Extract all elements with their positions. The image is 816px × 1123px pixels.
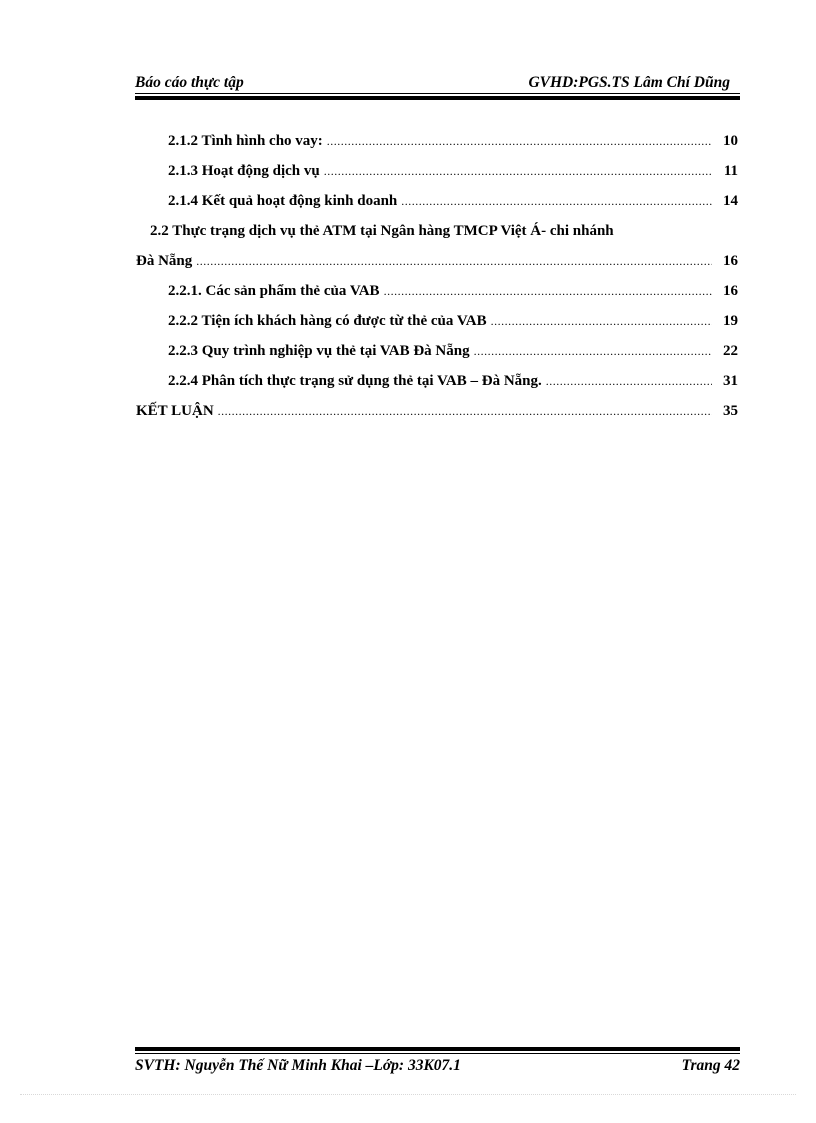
- page-header: [135, 70, 740, 92]
- toc-leader: [327, 134, 712, 149]
- page-footer: [135, 1055, 740, 1077]
- toc-entry[interactable]: [168, 283, 738, 300]
- header-advisor: GVHD:PGS.TS Lâm Chí Dũng: [528, 74, 730, 91]
- toc-entry-title: 2.2.2 Tiện ích khách hàng có được từ thẻ của VAB: [168, 313, 487, 329]
- toc-leader: [401, 194, 712, 209]
- toc-entry-title: 2.2.1. Các sản phẩm thẻ của VAB: [168, 283, 380, 299]
- toc-entry[interactable]: [168, 313, 738, 330]
- toc-entry-title: 2.1.3 Hoạt động dịch vụ: [168, 163, 320, 179]
- toc-entry-title: KẾT LUẬN: [136, 403, 214, 419]
- toc-entry[interactable]: [136, 253, 738, 270]
- footer-page-number: Trang 42: [681, 1057, 740, 1074]
- toc-entry-page: 11: [723, 163, 738, 179]
- toc-entry[interactable]: [168, 343, 738, 360]
- toc-entry-page: 31: [723, 373, 738, 389]
- toc-entry-page: 35: [723, 403, 738, 419]
- toc-entry[interactable]: [168, 193, 738, 210]
- toc-entry-page: 14: [723, 193, 738, 209]
- toc-leader: [196, 254, 712, 269]
- toc-entry-title: Đà Nẵng: [136, 253, 193, 269]
- toc-entry-title: 2.1.2 Tình hình cho vay:: [168, 133, 323, 149]
- toc-entry-title: 2.2.4 Phân tích thực trạng sử dụng thẻ tại VAB – Đà Nẵng.: [168, 373, 542, 389]
- toc-leader: [546, 374, 712, 389]
- footer-student-info: SVTH: Nguyễn Thế Nữ Minh Khai –Lớp: 33K07.1: [135, 1057, 461, 1074]
- toc-leader: [491, 314, 712, 329]
- bottom-dotted-border: [20, 1094, 796, 1096]
- header-rule-thick: [135, 96, 740, 100]
- toc-entry[interactable]: [168, 133, 738, 150]
- toc-leader: [474, 344, 712, 359]
- toc-entry[interactable]: [136, 403, 738, 420]
- footer-rule-thin: [135, 1053, 740, 1054]
- toc-entry[interactable]: [168, 163, 738, 180]
- header-report-title: Báo cáo thực tập: [135, 74, 244, 91]
- toc-entry-page: 16: [723, 283, 738, 299]
- toc-entry-title: 2.2.3 Quy trình nghiệp vụ thẻ tại VAB Đà Nẵng: [168, 343, 470, 359]
- toc-entry-page: 19: [723, 313, 738, 329]
- toc-entry-page: 22: [723, 343, 738, 359]
- toc-entry[interactable]: [168, 373, 738, 390]
- toc-leader: [218, 404, 712, 419]
- toc-leader: [384, 284, 712, 299]
- toc-entry-title: 2.1.4 Kết quả hoạt động kinh doanh: [168, 193, 398, 209]
- toc-entry-page: 16: [723, 253, 738, 269]
- toc-entry-page: 10: [723, 133, 738, 149]
- toc-leader: [324, 164, 712, 179]
- footer-rule-thick: [135, 1047, 740, 1051]
- header-rule-thin: [135, 93, 740, 94]
- toc-entry-heading[interactable]: 2.2 Thực trạng dịch vụ thẻ ATM tại Ngân hàng TMCP Việt Á- chi nhánh: [150, 223, 614, 239]
